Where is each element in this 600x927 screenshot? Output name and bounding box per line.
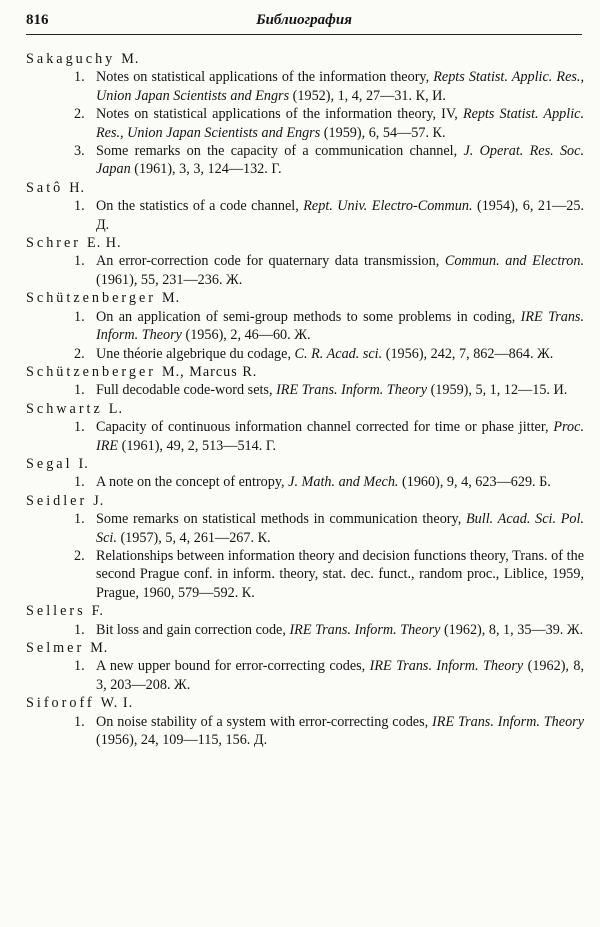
work-details: (1959), 6, 54—57. К. xyxy=(323,124,446,141)
work-source: Commun. and Electron. xyxy=(444,253,584,270)
author-name: Schrer xyxy=(26,235,82,252)
work-title: Some remarks on the capacity of a communication channel, xyxy=(96,143,458,160)
work-item xyxy=(26,621,584,639)
author-line xyxy=(26,492,584,510)
work-title: Some remarks on statistical methods in communication theory, xyxy=(96,511,462,528)
work-details: (1961), 49, 2, 513—514. Г. xyxy=(121,437,276,454)
work-citation xyxy=(96,308,584,345)
work-title: Capacity of continuous information channel corrected for time or phase jitter, xyxy=(96,419,549,436)
work-number: 2. xyxy=(74,547,85,564)
work-item xyxy=(26,713,584,750)
work-citation xyxy=(96,657,584,694)
work-citation xyxy=(96,142,584,179)
bibliography-entry xyxy=(26,602,584,639)
work-source: C. R. Acad. sci. xyxy=(294,345,383,362)
author-name: Siforoff xyxy=(26,695,95,712)
author-initials: M. xyxy=(121,51,140,67)
author-line xyxy=(26,455,584,473)
work-title: Notes on statistical applications of the information theory, IV, xyxy=(96,106,458,123)
work-item xyxy=(26,381,584,399)
author-line xyxy=(26,694,584,712)
author-line xyxy=(26,179,584,197)
work-number: 1. xyxy=(74,253,85,270)
work-title: Bit loss and gain correction code, xyxy=(96,621,286,638)
bibliography-entry xyxy=(26,234,584,289)
work-source: J. Math. and Mech. xyxy=(288,474,399,491)
author-name: Schützenberger xyxy=(26,363,156,380)
work-details: (1954), 6, 21—25. Д. xyxy=(96,198,585,233)
work-source: J. Operat. Res. Soc. Japan xyxy=(96,143,584,178)
work-item xyxy=(26,345,584,363)
works-list xyxy=(26,197,584,234)
work-source: Repts Statist. Applic. Res., Union Japan Scientists and Engrs xyxy=(96,69,584,104)
work-title: Une théorie algebrique du codage, xyxy=(96,345,291,362)
work-citation xyxy=(96,105,584,142)
work-item xyxy=(26,105,584,142)
work-details: (1957), 5, 4, 261—267. К. xyxy=(120,529,271,546)
author-initials: L. xyxy=(108,400,124,417)
work-citation xyxy=(96,345,584,363)
works-list xyxy=(26,68,584,178)
work-details: (1956), 24, 109—115, 156. Д. xyxy=(96,732,268,749)
bibliography-entry xyxy=(26,400,584,455)
author-initials: F. xyxy=(91,603,104,620)
bibliography-entry xyxy=(26,492,584,602)
work-item xyxy=(26,252,584,289)
work-citation xyxy=(96,510,584,547)
works-list xyxy=(26,308,584,363)
work-item xyxy=(26,197,584,234)
work-source: IRE Trans. Inform. Theory xyxy=(276,382,428,399)
work-source: IRE Trans. Inform. Theory xyxy=(289,621,441,638)
work-citation xyxy=(96,713,584,750)
work-source: Bull. Acad. Sci. Pol. Sci. xyxy=(96,511,584,546)
work-item xyxy=(26,547,584,602)
work-source: IRE Trans. Inform. Theory xyxy=(432,713,584,730)
work-number: 2. xyxy=(74,345,85,362)
work-citation xyxy=(96,252,584,289)
author-initials: W. I. xyxy=(100,695,134,712)
work-details: (1961), 55, 231—236. Ж. xyxy=(96,271,243,288)
work-citation xyxy=(96,473,584,491)
work-source: IRE Trans. Inform. Theory xyxy=(96,308,584,344)
page-number: 816 xyxy=(26,12,49,28)
work-number: 1. xyxy=(74,713,85,730)
author-initials: I. xyxy=(78,455,89,472)
author-initials: H. xyxy=(69,179,86,196)
work-source: Repts Statist. Applic. Res., Union Japan Scientists and Engrs xyxy=(96,106,584,141)
author-name: Segal xyxy=(26,455,73,472)
work-number: 1. xyxy=(74,308,85,325)
work-details: (1956), 242, 7, 862—864. Ж. xyxy=(385,345,554,362)
work-number: 1. xyxy=(74,511,85,528)
author-name: Schwartz xyxy=(26,400,103,417)
work-source: IRE Trans. Inform. Theory xyxy=(369,658,524,675)
work-citation xyxy=(96,547,584,602)
work-number: 1. xyxy=(74,69,85,86)
work-citation xyxy=(96,418,584,455)
work-details: (1962), 8, 1, 35—39. Ж. xyxy=(443,621,584,638)
work-item xyxy=(26,142,584,179)
work-item xyxy=(26,308,584,345)
works-list xyxy=(26,473,584,491)
author-line xyxy=(26,50,584,68)
work-title: Full decodable code-word sets, xyxy=(96,382,273,399)
author-initials: M. xyxy=(161,290,181,307)
work-title: Notes on statistical applications of the information theory, xyxy=(96,69,430,86)
work-item xyxy=(26,657,584,694)
author-initials: M. xyxy=(90,640,109,656)
work-number: 1. xyxy=(74,198,85,215)
author-line xyxy=(26,400,584,418)
author-name: Sellers xyxy=(26,603,86,620)
bibliography-entry xyxy=(26,455,584,492)
author-line xyxy=(26,289,584,307)
works-list xyxy=(26,381,584,399)
author-line xyxy=(26,363,584,381)
work-item xyxy=(26,68,584,105)
work-item xyxy=(26,418,584,455)
author-name: Satô xyxy=(26,179,64,196)
work-title: An error-correction code for quaternary data transmission, xyxy=(96,253,440,270)
works-list xyxy=(26,510,584,602)
author-name: Seidler xyxy=(26,492,88,509)
author-initials: E. H. xyxy=(87,235,122,252)
work-title: A new upper bound for error-correcting codes, xyxy=(96,658,366,675)
work-details: (1962), 8, 3, 203—208. Ж. xyxy=(96,658,585,693)
bibliography-entry xyxy=(26,694,584,749)
work-details: (1952), 1, 4, 27—31. К, И. xyxy=(292,87,446,104)
running-title: Библиография xyxy=(256,12,352,28)
work-details: (1959), 5, 1, 12—15. И. xyxy=(430,382,568,399)
work-citation xyxy=(96,68,584,105)
work-number: 1. xyxy=(74,382,85,399)
work-number: 1. xyxy=(74,621,85,638)
author-name: Sakaguchy xyxy=(26,51,116,67)
work-source: Rept. Univ. Electro-Commun. xyxy=(303,198,473,215)
author-line xyxy=(26,602,584,620)
works-list xyxy=(26,657,584,694)
work-citation xyxy=(96,381,584,399)
author-name: Schützenberger xyxy=(26,290,156,307)
work-title: On noise stability of a system with error-correcting codes, xyxy=(96,713,429,730)
author-initials: M., Marcus R. xyxy=(161,363,258,380)
work-number: 1. xyxy=(74,658,85,675)
author-line xyxy=(26,639,584,657)
author-line xyxy=(26,234,584,252)
work-citation xyxy=(96,621,584,639)
works-list xyxy=(26,621,584,639)
works-list xyxy=(26,713,584,750)
bibliography-entry xyxy=(26,363,584,400)
work-details: (1961), 3, 3, 124—132. Г. xyxy=(134,161,282,178)
works-list xyxy=(26,418,584,455)
work-number: 1. xyxy=(74,474,85,491)
author-initials: J. xyxy=(93,492,105,509)
bibliography-entry xyxy=(26,179,584,234)
bibliography-entry xyxy=(26,50,584,179)
work-details: (1956), 2, 46—60. Ж. xyxy=(185,327,311,344)
bibliography-entry xyxy=(26,639,584,694)
work-number: 3. xyxy=(74,143,85,160)
works-list xyxy=(26,252,584,289)
work-item xyxy=(26,510,584,547)
work-number: 1. xyxy=(74,419,85,436)
work-source: Proc. IRE xyxy=(96,419,584,454)
work-citation xyxy=(96,197,584,234)
work-details: (1960), 9, 4, 623—629. Б. xyxy=(402,474,551,491)
bibliography-list xyxy=(26,50,584,749)
author-name: Selmer xyxy=(26,640,85,656)
work-title: A note on the concept of entropy, xyxy=(96,474,285,491)
work-number: 2. xyxy=(74,106,85,123)
work-title: Relationships between information theory and decision functions theory, Trans. of the second Prague conf. in inform. theory, stat. dec. funct., random proc., Liblice, 1959, Prague, 1960, 579—592. К. xyxy=(96,547,584,601)
bibliography-entry xyxy=(26,289,584,363)
page-header xyxy=(26,12,582,35)
work-title: On the statistics of a code channel, xyxy=(96,198,299,215)
work-title: On an application of semi-group methods to some problems in coding, xyxy=(96,308,516,325)
work-item xyxy=(26,473,584,491)
